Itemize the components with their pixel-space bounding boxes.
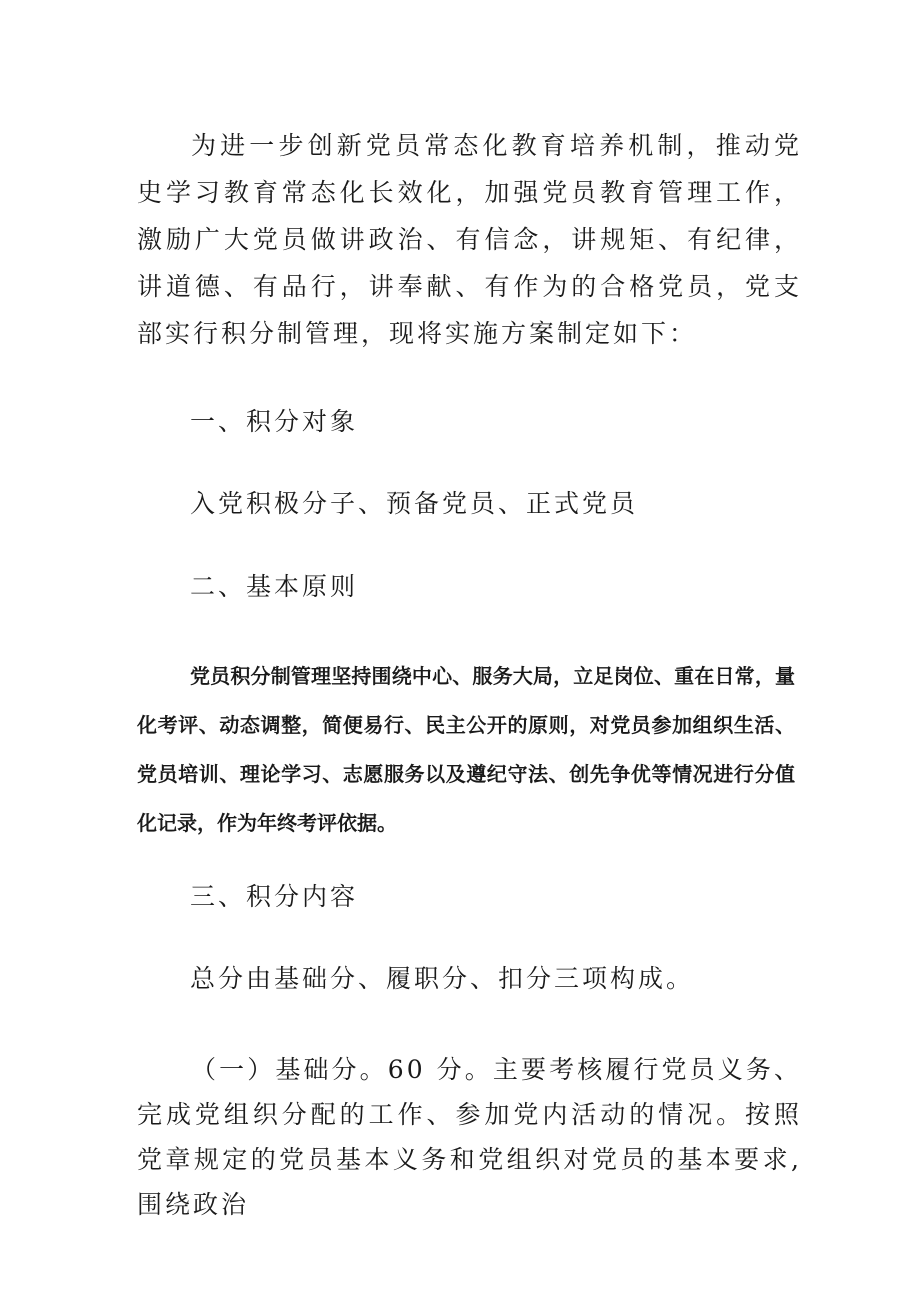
section-heading-principles: 二、基本原则: [190, 572, 359, 601]
total-score-paragraph: 总分由基础分、履职分、扣分三项构成。: [190, 964, 695, 993]
targets-paragraph: 入党积极分子、预备党员、正式党员: [190, 489, 639, 518]
intro-paragraph: 为进一步创新党员常态化教育培养机制，推动党史学习教育常态化长效化，加强党员教育管理工作，激励广大党员做讲政治、有信念，讲规矩、有纪律，讲道德、有品行，讲奉献、有作为的合格党员，党支部实行积分制管理，现将实施方案制定如下：: [137, 131, 802, 348]
basic-score-paragraph: （一）基础分。60 分。主要考核履行党员义务、完成党组织分配的工作、参加党内活动的情况。按照党章规定的党员基本义务和党组织对党员的基本要求,围绕政治: [137, 1055, 802, 1219]
section-heading-content: 三、积分内容: [190, 882, 359, 911]
section-heading-targets: 一、积分对象: [190, 407, 359, 436]
principles-paragraph: 党员积分制管理坚持围绕中心、服务大局，立足岗位、重在日常，量化考评、动态调整，简便易行、民主公开的原则，对党员参加组织生活、党员培训、理论学习、志愿服务以及遵纪守法、创先争优等情况进行分值化记录，作为年终考评依据。: [137, 664, 795, 835]
